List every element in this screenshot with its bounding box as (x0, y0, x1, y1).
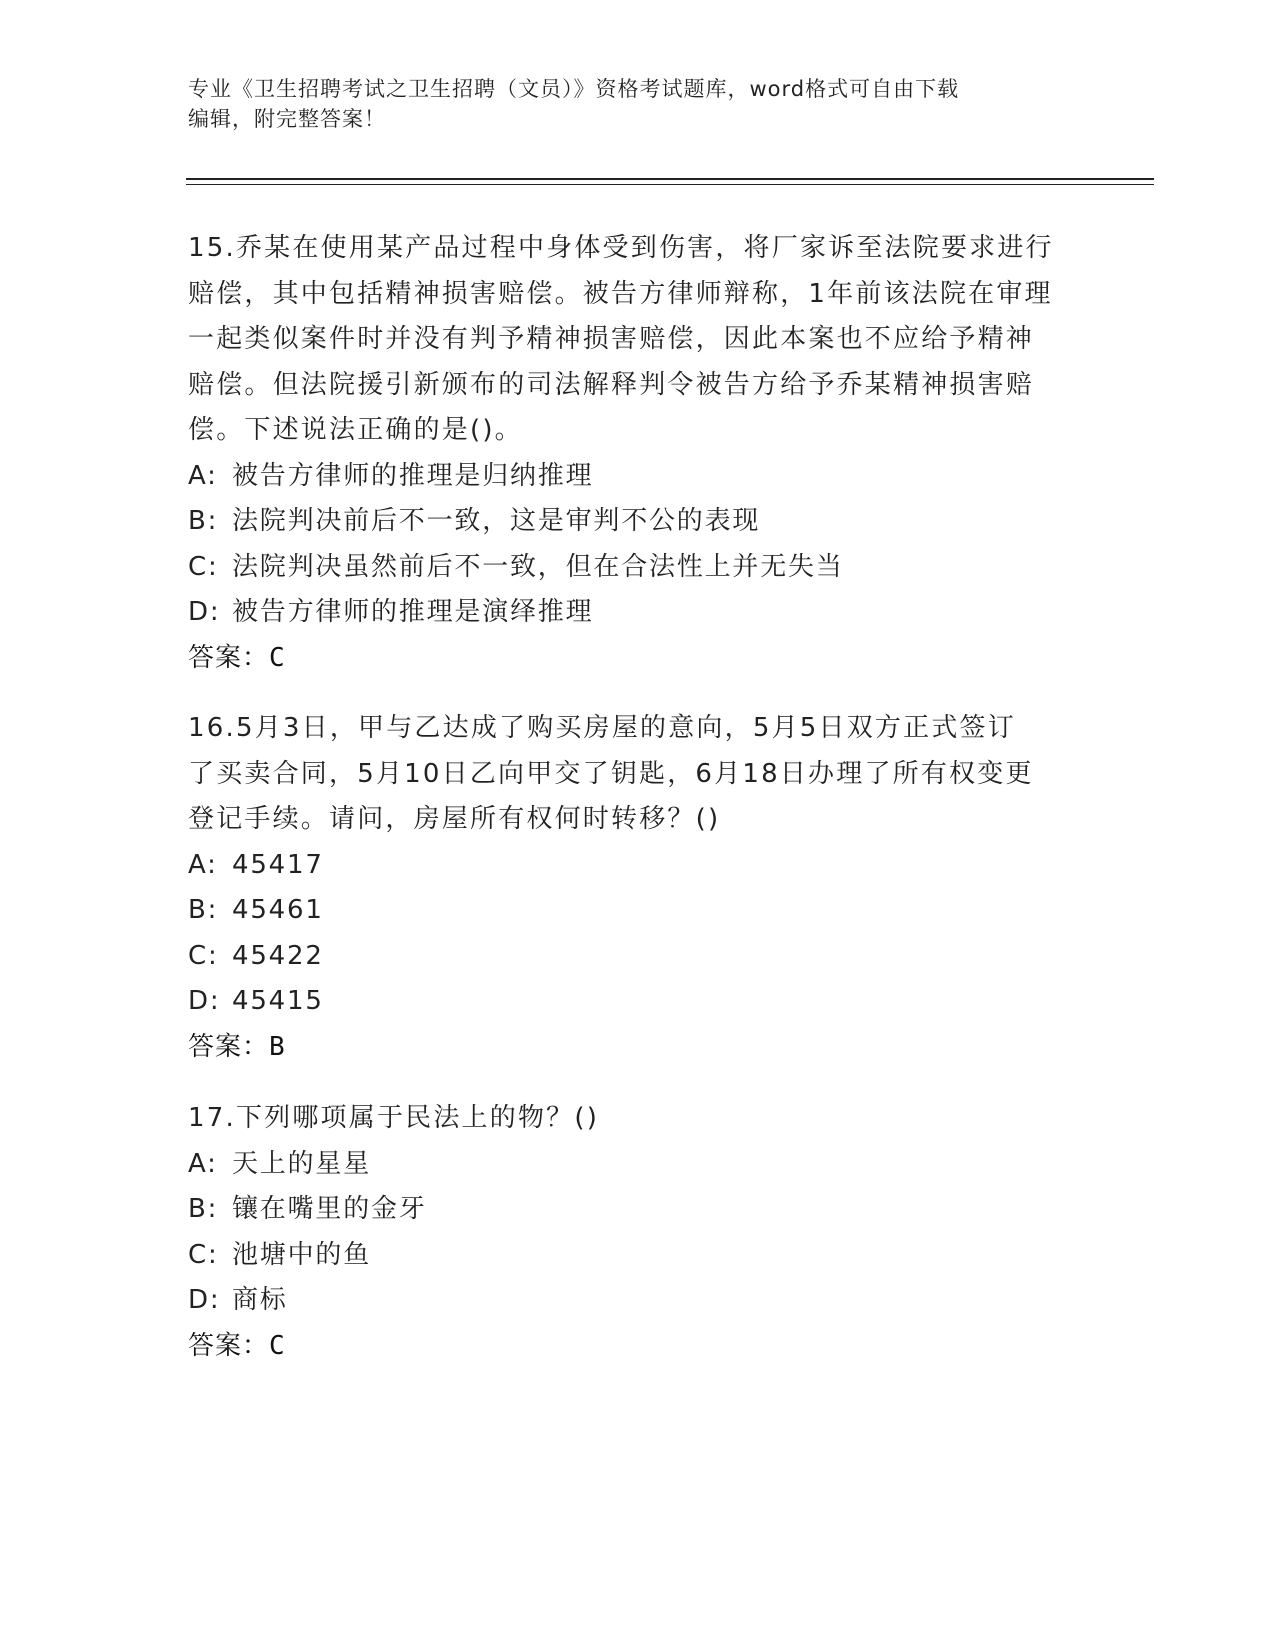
option-letter: A: (188, 849, 218, 880)
option-text: 商标 (232, 1285, 288, 1315)
option-text: 45417 (232, 849, 324, 880)
option-letter: B: (188, 895, 219, 925)
option-text: 45461 (232, 895, 324, 925)
answer-label: 答案： (188, 1330, 270, 1361)
option-letter: B: (188, 1194, 219, 1224)
option-d (188, 979, 1088, 1025)
option-c (188, 545, 1088, 591)
question-text (188, 1096, 1088, 1142)
option-letter: D: (188, 986, 221, 1016)
answer-label: 答案： (188, 642, 270, 673)
option-d (188, 590, 1088, 636)
answer-value: B (269, 1031, 286, 1062)
option-a (188, 843, 1088, 889)
question-line: 17.下列哪项属于民法上的物？() (188, 1103, 600, 1133)
header-divider (186, 184, 1154, 185)
option-c (188, 934, 1088, 980)
question-line: 16.5月3日，甲与乙达成了购买房屋的意向，5月5日双方正式签订 (188, 713, 1016, 743)
option-c (188, 1233, 1088, 1279)
option-text: 法院判决虽然前后不一致，但在合法性上并无失当 (232, 551, 844, 582)
question-16 (188, 706, 1088, 1070)
option-letter: B: (188, 506, 219, 536)
option-b (188, 888, 1088, 934)
answer-line (188, 1324, 1088, 1370)
option-letter: D: (188, 1285, 221, 1315)
option-d (188, 1278, 1088, 1324)
question-15 (188, 226, 1088, 681)
question-line: 了买卖合同，5月10日乙向甲交了钥匙，6月18日办理了所有权变更 (188, 758, 1034, 789)
option-letter: C: (188, 1239, 219, 1270)
option-text: 镶在嘴里的金牙 (232, 1194, 427, 1224)
question-line: 15.乔某在使用某产品过程中身体受到伤害，将厂家诉至法院要求进行 (188, 233, 1054, 263)
option-text: 天上的星星 (232, 1148, 372, 1179)
option-letter: A: (188, 1148, 218, 1179)
option-text: 45422 (232, 940, 324, 971)
option-text: 池塘中的鱼 (232, 1239, 372, 1270)
option-text: 被告方律师的推理是归纳推理 (232, 460, 594, 491)
question-line: 偿。下述说法正确的是()。 (188, 415, 523, 445)
answer-label: 答案： (188, 1031, 270, 1062)
option-letter: C: (188, 940, 219, 971)
question-line: 一起类似案件时并没有判予精神损害赔偿，因此本案也不应给予精神 (188, 324, 1035, 354)
option-letter: C: (188, 551, 219, 582)
option-text: 法院判决前后不一致，这是审判不公的表现 (232, 506, 761, 536)
option-text: 45415 (232, 986, 324, 1016)
option-a (188, 454, 1088, 500)
question-17 (188, 1096, 1088, 1369)
option-b (188, 499, 1088, 545)
question-line: 登记手续。请问，房屋所有权何时转移？() (188, 804, 721, 834)
answer-line (188, 636, 1088, 682)
option-text: 被告方律师的推理是演绎推理 (232, 597, 594, 627)
question-text (188, 226, 1088, 454)
question-text (188, 706, 1088, 843)
header-line: 专业《卫生招聘考试之卫生招聘（文员）》资格考试题库，word格式可自由下载 (188, 77, 960, 101)
header-line: 编辑，附完整答案！ (188, 107, 386, 131)
question-line: 赔偿。但法院援引新颁布的司法解释判令被告方给予乔某精神损害赔 (188, 369, 1035, 400)
option-b (188, 1187, 1088, 1233)
answer-value: C (269, 642, 286, 673)
option-a (188, 1142, 1088, 1188)
answer-line (188, 1025, 1088, 1071)
answer-value: C (269, 1330, 286, 1361)
option-letter: A: (188, 460, 218, 491)
question-line: 赔偿，其中包括精神损害赔偿。被告方律师辩称，1年前该法院在审理 (188, 278, 1053, 309)
option-letter: D: (188, 597, 221, 627)
document-header (188, 74, 1088, 134)
header-divider (186, 178, 1154, 180)
